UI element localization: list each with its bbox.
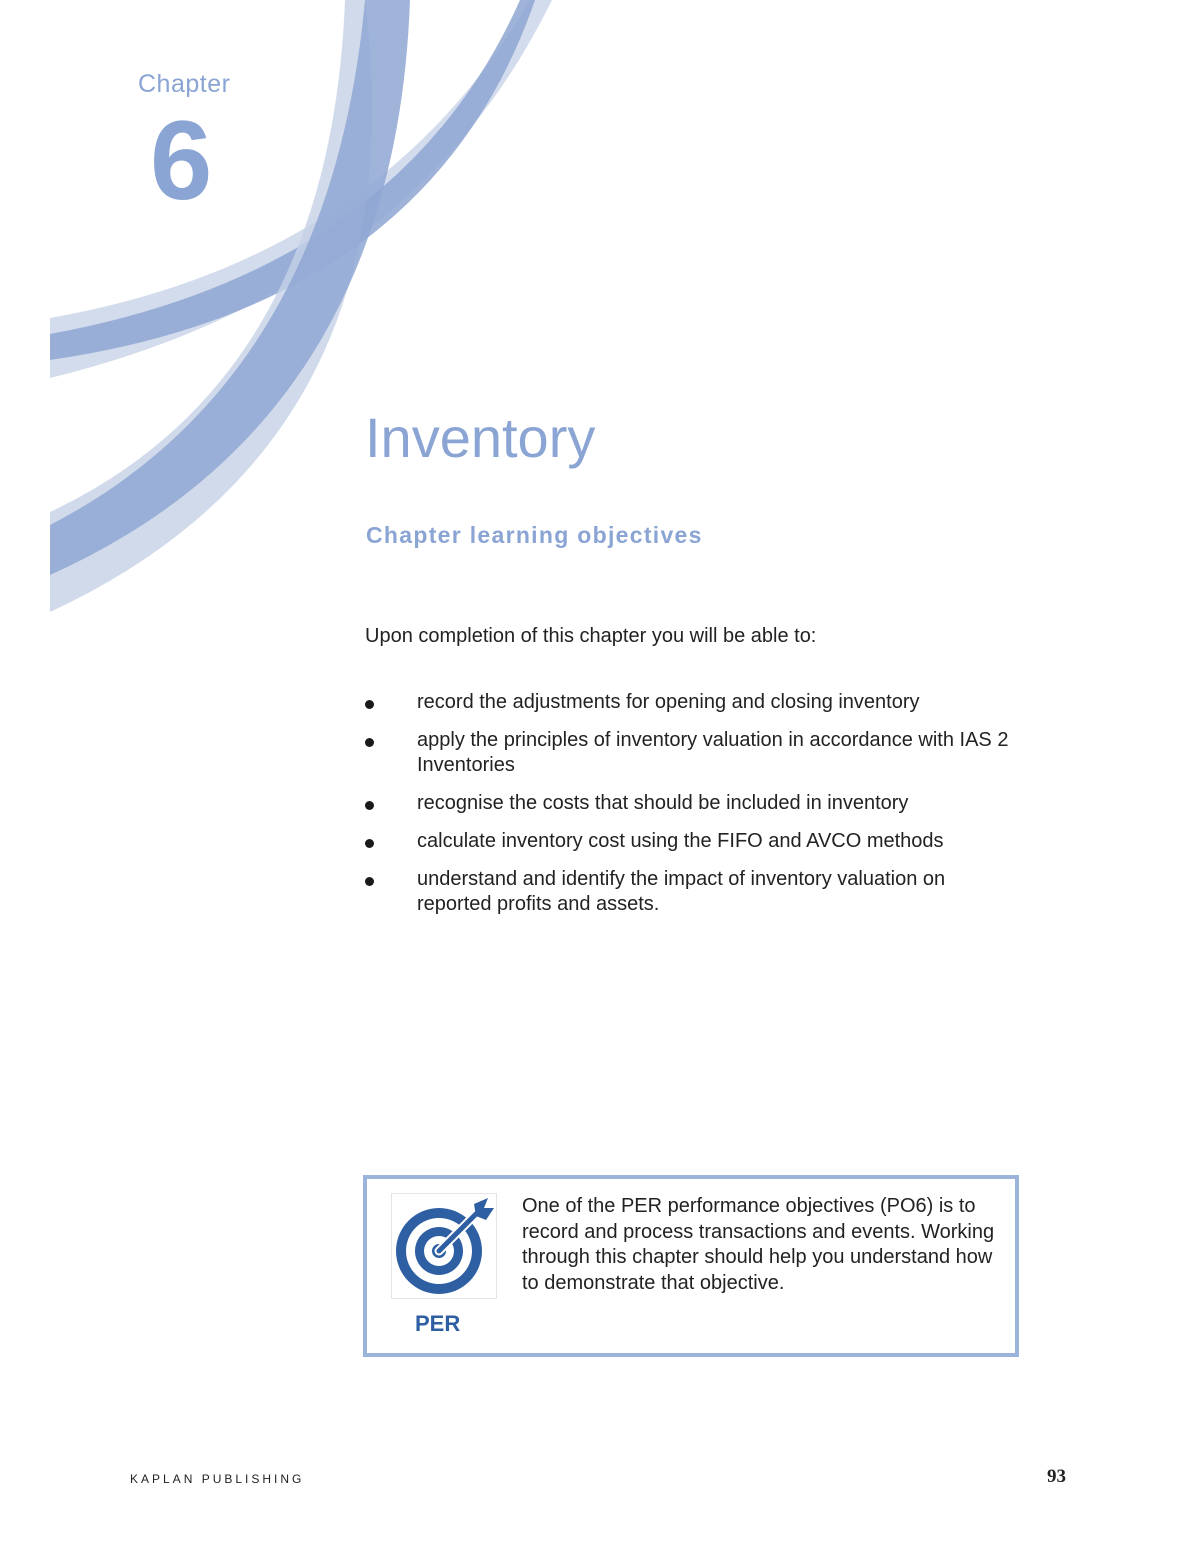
per-description: One of the PER performance objectives (PO6) is to record and process transactions and events. Working through this chapter should help you understand how to demonstrate that objective. <box>522 1195 995 1294</box>
chapter-number: 6 <box>150 98 213 223</box>
bullet-icon <box>365 877 374 886</box>
bullet-icon <box>365 700 374 709</box>
bullet-icon <box>365 801 374 810</box>
list-item <box>365 690 1025 715</box>
objective-text: apply the principles of inventory valuation in accordance with IAS 2 Inventories <box>417 729 1009 776</box>
objectives-list <box>365 690 1025 930</box>
list-item <box>365 867 1025 917</box>
objective-text: calculate inventory cost using the FIFO and AVCO methods <box>417 830 944 852</box>
per-callout-box <box>363 1175 1019 1357</box>
chapter-label: Chapter <box>138 70 231 98</box>
per-label: PER <box>415 1311 461 1336</box>
page-title: Inventory <box>365 406 596 469</box>
objectives-heading: Chapter learning objectives <box>366 522 703 548</box>
page-number: 93 <box>1047 1466 1066 1487</box>
bullet-icon <box>365 738 374 747</box>
list-item <box>365 728 1025 778</box>
objective-text: understand and identify the impact of inventory valuation on reported profits and assets. <box>417 868 946 915</box>
list-item <box>365 791 1025 816</box>
objectives-intro: Upon completion of this chapter you will be able to: <box>365 625 817 647</box>
objective-text: record the adjustments for opening and closing inventory <box>417 691 920 713</box>
bullet-icon <box>365 839 374 848</box>
publisher-footer: KAPLAN PUBLISHING <box>130 1472 305 1486</box>
objective-text: recognise the costs that should be included in inventory <box>417 792 909 814</box>
target-arrow-icon <box>391 1193 497 1299</box>
list-item <box>365 829 1025 854</box>
